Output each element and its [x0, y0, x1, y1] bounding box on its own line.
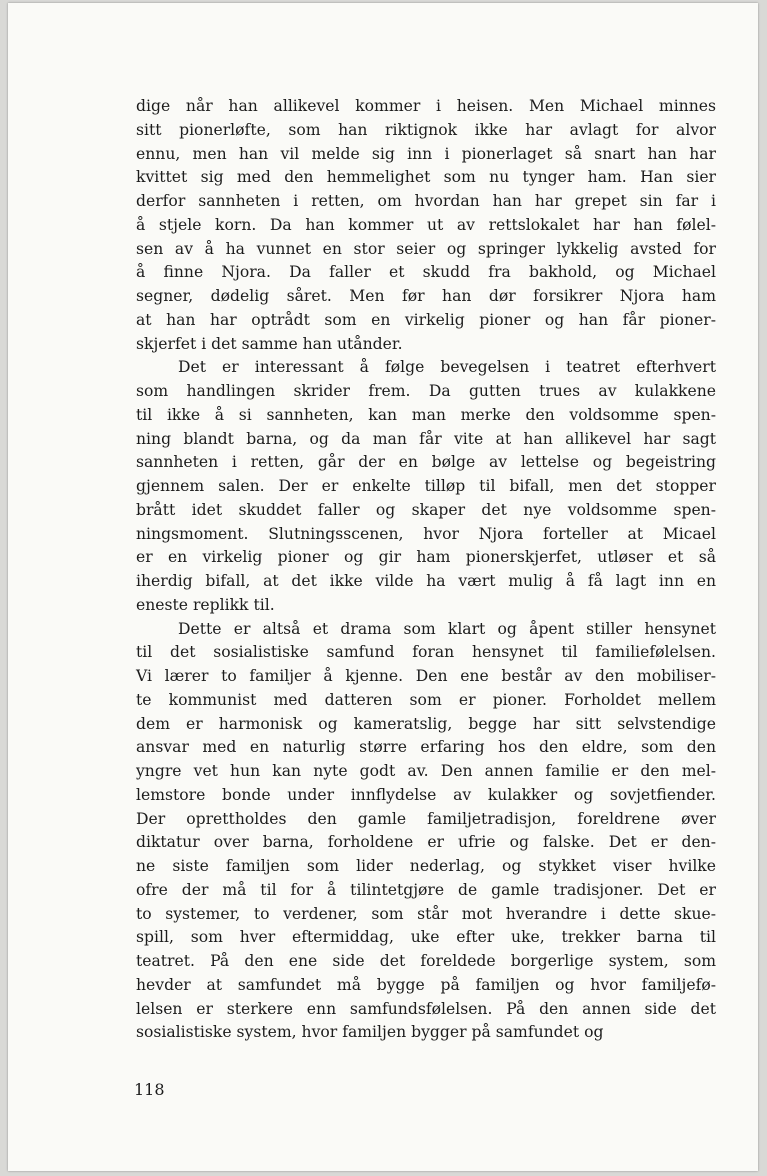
text-line: ofre der må til for å tilintetgjøre de gamle tradisjoner. Det er	[136, 880, 716, 899]
body-text	[136, 95, 716, 1045]
text-line: segner, dødelig såret. Men før han dør forsikrer Njora ham	[136, 287, 716, 305]
text-line: til ikke å si sannheten, kan man merke den voldsomme spen-	[136, 405, 716, 424]
text-line: sannheten i retten, går der en bølge av lettelse og begeistring	[136, 453, 716, 472]
text-line: gjennem salen. Der er enkelte tilløp til bifall, men det stopper	[136, 477, 716, 495]
text-line: dem er harmonisk og kameratslig, begge har sitt selvstendige	[136, 714, 716, 733]
text-line: eneste replikk til.	[136, 595, 275, 614]
text-line: lemstore bonde under innflydelse av kulakker og sovjetfiender.	[136, 785, 716, 804]
text-line: sosialistiske system, hvor familjen bygger på samfundet og	[136, 1023, 604, 1042]
text-line: derfor sannheten i retten, om hvordan han har grepet sin far i	[136, 192, 716, 210]
text-line: til det sosialistiske samfund foran hensynet til familiefølelsen.	[136, 643, 716, 662]
text-line: to systemer, to verdener, som står mot hverandre i dette skue-	[136, 904, 716, 923]
text-line: lelsen er sterkere enn samfundsfølelsen. På den annen side det	[136, 999, 716, 1018]
text-line: spill, som hver eftermiddag, uke efter uke, trekker barna til	[136, 928, 716, 947]
text-line: å stjele korn. Da han kommer ut av rettslokalet har han følel-	[136, 215, 716, 234]
page-number: 118	[134, 1080, 165, 1099]
text-line: ansvar med en naturlig større erfaring hos den eldre, som den	[136, 738, 716, 757]
text-line: te kommunist med datteren som er pioner. Forholdet mellem	[136, 690, 716, 709]
text-line: skjerfet i det samme han utånder.	[136, 334, 403, 353]
text-line: sitt pionerløfte, som han riktignok ikke har avlagt for alvor	[136, 120, 716, 139]
text-line: å finne Njora. Da faller et skudd fra bakhold, og Michael	[136, 263, 716, 282]
text-line: at han har optrådt som en virkelig pioner og han får pioner-	[136, 310, 716, 329]
text-line: er en virkelig pioner og gir ham pionerskjerfet, utløser et så	[136, 548, 716, 567]
text-line: brått idet skuddet faller og skaper det nye voldsomme spen-	[136, 500, 716, 519]
text-line: Det er interessant å følge bevegelsen i teatret efterhvert	[178, 358, 716, 377]
text-line: kvittet sig med den hemmelighet som nu tynger ham. Han sier	[136, 168, 716, 187]
text-line: Dette er altså et drama som klart og åpent stiller hensynet	[178, 619, 716, 638]
text-line: Vi lærer to familjer å kjenne. Den ene består av den mobiliser-	[136, 667, 716, 685]
paragraph	[136, 356, 716, 617]
text-line: yngre vet hun kan nyte godt av. Den annen familie er den mel-	[136, 762, 716, 780]
text-line: iherdig bifall, at det ikke vilde ha vært mulig å få lagt inn en	[136, 572, 716, 590]
text-line: teatret. På den ene side det foreldede borgerlige system, som	[136, 952, 716, 970]
paragraph	[136, 618, 716, 1046]
text-line: hevder at samfundet må bygge på familjen og hvor familjefø-	[136, 975, 716, 994]
text-line: sen av å ha vunnet en stor seier og springer lykkelig avsted for	[136, 239, 716, 258]
text-line: ning blandt barna, og da man får vite at han allikevel har sagt	[136, 429, 716, 448]
text-line: diktatur over barna, forholdene er ufrie og falske. Det er den-	[136, 833, 716, 852]
text-line: Der oprettholdes den gamle familjetradisjon, foreldrene øver	[136, 809, 716, 828]
paragraph	[136, 95, 716, 356]
text-line: ningsmoment. Slutningsscenen, hvor Njora forteller at Micael	[136, 524, 716, 543]
text-line: som handlingen skrider frem. Da gutten trues av kulakkene	[136, 382, 716, 400]
text-line: dige når han allikevel kommer i heisen. Men Michael minnes	[136, 97, 716, 115]
text-line: ennu, men han vil melde sig inn i pionerlaget så snart han har	[136, 144, 716, 163]
text-line: ne siste familjen som lider nederlag, og stykket viser hvilke	[136, 857, 716, 875]
